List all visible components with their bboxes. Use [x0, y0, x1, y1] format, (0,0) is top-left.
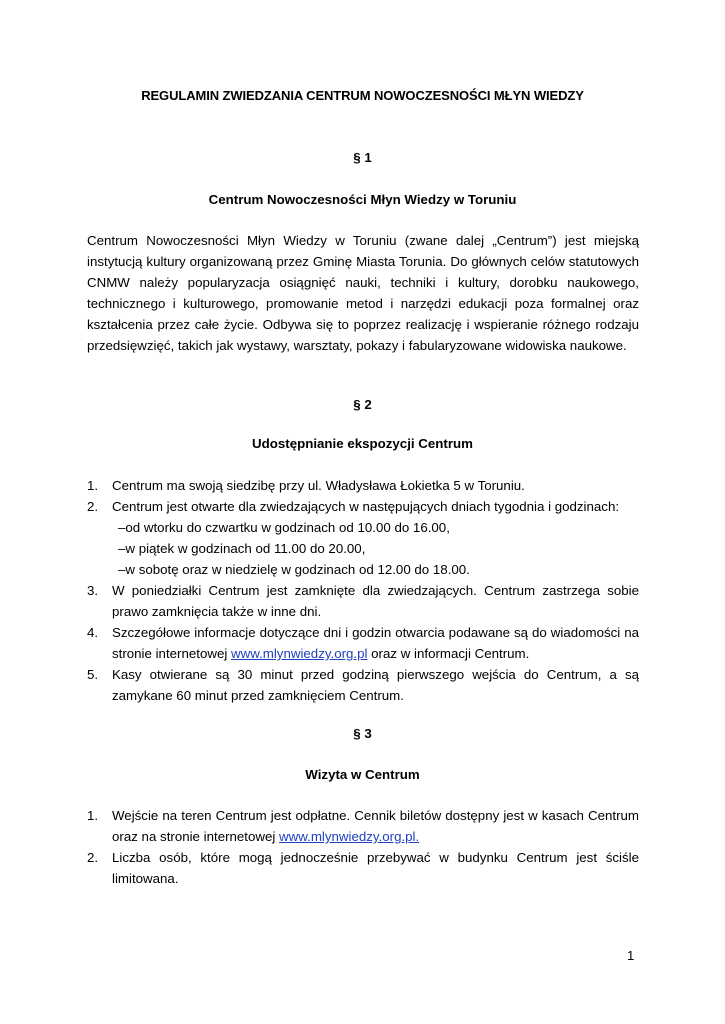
list-item-text: oraz w informacji Centrum. — [367, 646, 530, 661]
list-item — [87, 664, 639, 706]
list-item-number: 1. — [87, 808, 99, 823]
list-item — [87, 847, 639, 889]
section-3-list — [87, 805, 639, 889]
page-number: 1 — [627, 948, 635, 963]
opening-hours-weekdays: –od wtorku do czwartku w godzinach od 10.00 do 16.00, — [118, 520, 450, 535]
list-item-number: 2. — [87, 850, 99, 865]
list-item-number: 4. — [87, 625, 99, 640]
section-1-heading: Centrum Nowoczesności Młyn Wiedzy w Toruniu — [208, 192, 517, 207]
list-item-text: Kasy otwierane są 30 minut przed godziną pierwszego wejścia do Centrum, a są zamykane 60 minut przed zamknięciem Centrum. — [112, 667, 639, 703]
list-item-number: 2. — [87, 499, 99, 514]
list-item-text: Wejście na teren Centrum jest odpłatne. Cennik biletów dostępny jest w kasach Centrum oraz na stronie internetowej — [112, 808, 639, 844]
list-item — [87, 475, 639, 496]
list-item-text: W poniedziałki Centrum jest zamknięte dla zwiedzających. Centrum zastrzega sobie prawo zamknięcia także w inne dni. — [112, 583, 639, 619]
section-2-heading: Udostępnianie ekspozycji Centrum — [252, 436, 473, 451]
list-item-text: Szczegółowe informacje dotyczące dni i godzin otwarcia podawane są do wiadomości na stronie internetowej — [112, 625, 639, 661]
website-link[interactable]: www.mlynwiedzy.org.pl. — [279, 829, 420, 844]
section-2-list — [87, 475, 639, 706]
list-item-text: Centrum jest otwarte dla zwiedzających w następujących dniach tygodnia i godzinach: — [112, 499, 620, 514]
section-3-heading: Wizyta w Centrum — [305, 767, 420, 782]
section-1-symbol: § 1 — [353, 150, 372, 165]
opening-hours-friday: –w piątek w godzinach od 11.00 do 20.00, — [118, 541, 366, 556]
list-item-text: Liczba osób, które mogą jednocześnie przebywać w budynku Centrum jest ściśle limitowana. — [112, 850, 639, 886]
section-1-paragraph: Centrum Nowoczesności Młyn Wiedzy w Toruniu (zwane dalej „Centrum”) jest miejską instytucją kultury organizowaną przez Gminę Miasta Torunia. Do głównych celów statutowych CNMW należy popularyzacja osiągnięć nauki, techniki i kultury, dorobku naukowego, technicznego i kulturowego, promowanie metod i narzędzi edukacji poza formalnej oraz kształcenia przez całe życie. Odbywa się to poprzez realizację i wspieranie różnego rodzaju przedsięwzięć, takich jak wystawy, warsztaty, pokazy i fabularyzowane widowiska naukowe. — [87, 233, 639, 353]
list-item — [87, 805, 639, 847]
opening-hours-weekend: –w sobotę oraz w niedzielę w godzinach od 12.00 do 18.00. — [118, 562, 470, 577]
list-item-number: 1. — [87, 478, 99, 493]
list-item-number: 5. — [87, 667, 99, 682]
section-3-symbol: § 3 — [353, 726, 372, 741]
list-item — [87, 580, 639, 622]
website-link[interactable]: www.mlynwiedzy.org.pl — [231, 646, 368, 661]
list-item-text: Centrum ma swoją siedzibę przy ul. Władysława Łokietka 5 w Toruniu. — [112, 478, 525, 493]
list-item-number: 3. — [87, 583, 99, 598]
document-title: REGULAMIN ZWIEDZANIA CENTRUM NOWOCZESNOŚCI MŁYN WIEDZY — [141, 88, 584, 103]
list-item — [87, 622, 639, 664]
section-2-symbol: § 2 — [353, 397, 372, 412]
list-item — [87, 496, 639, 580]
